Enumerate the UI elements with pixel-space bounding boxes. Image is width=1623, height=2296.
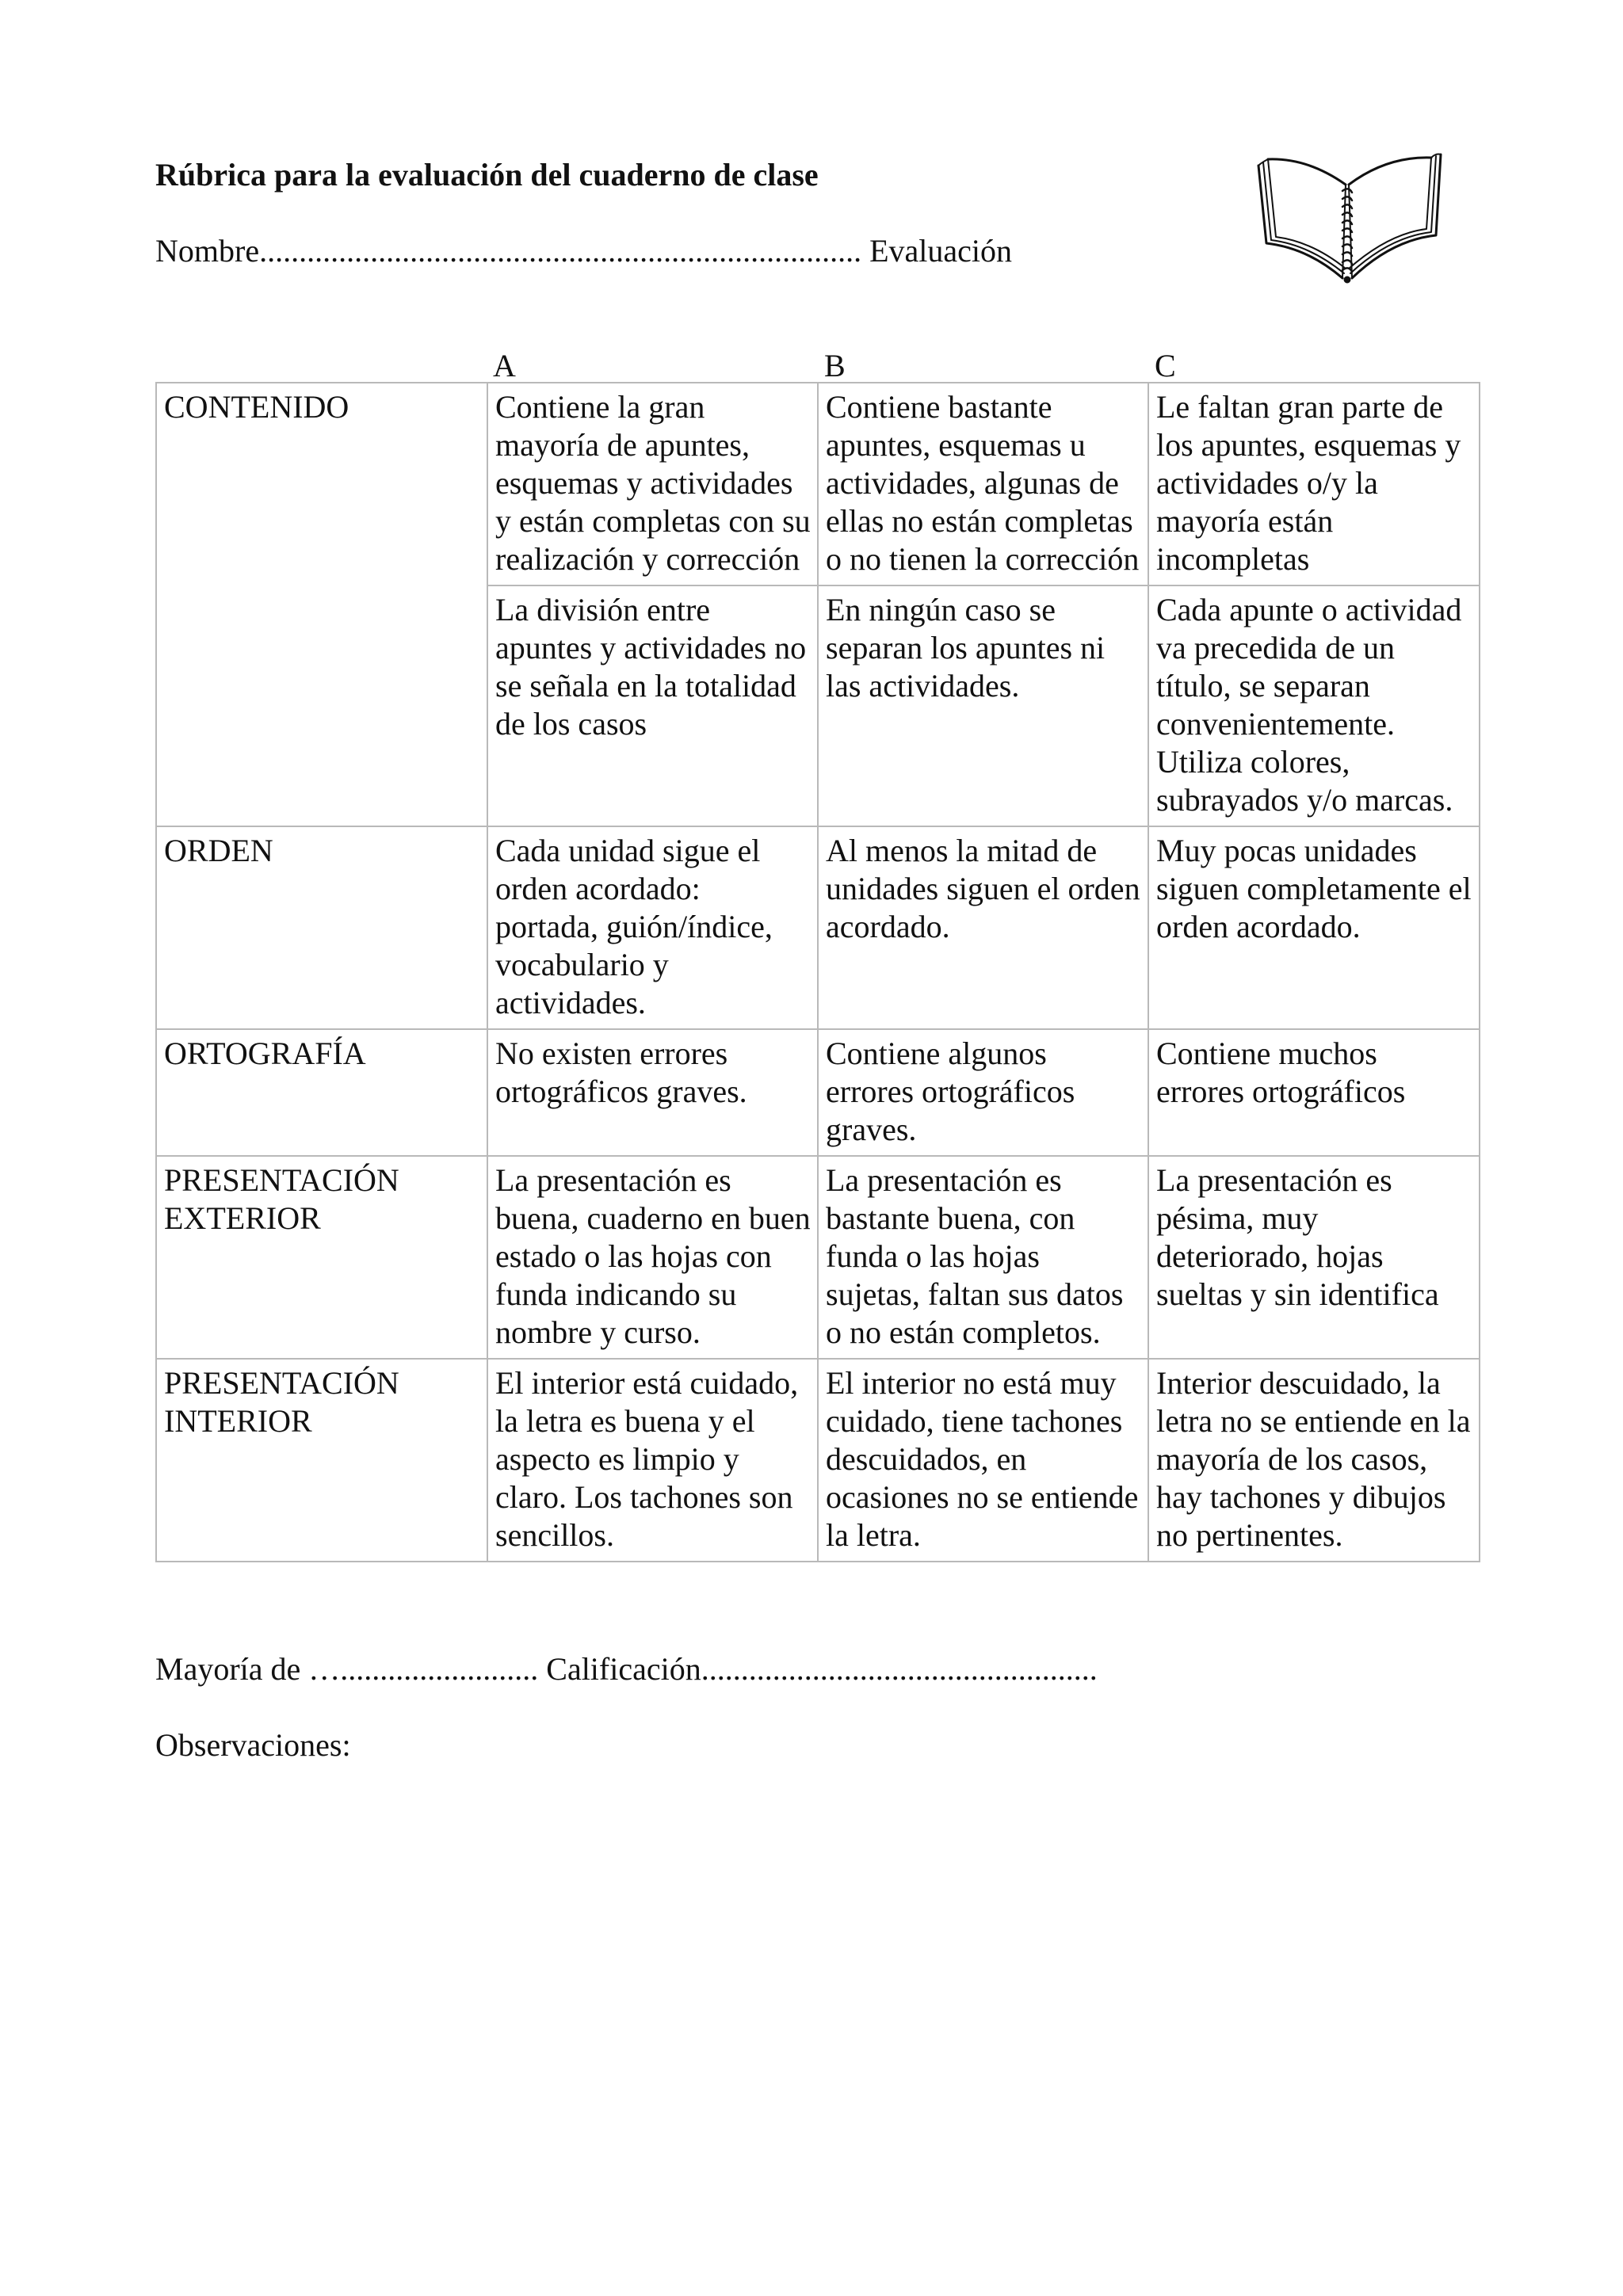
grade-a-cell: La división entre apuntes y actividades no se señala en la totalidad de los casos [487, 585, 818, 826]
rubric-row-ortografia [156, 1029, 1480, 1156]
grade-b-cell: La presentación es bastante buena, con funda o las hojas sujetas, faltan sus datos o no están completos. [818, 1156, 1148, 1359]
grade-c-cell: Contiene muchos errores ortográficos [1148, 1029, 1480, 1156]
rubric-table [155, 382, 1480, 1562]
nombre-evaluacion-line: Nombre............................................................................ Evaluación [155, 233, 1012, 269]
grade-header-b: B [824, 348, 846, 383]
criterion-cell: CONTENIDO [156, 383, 487, 826]
grade-c-cell: Interior descuidado, la letra no se entiende en la mayoría de los casos, hay tachones y dibujos no pertinentes. [1148, 1359, 1480, 1562]
grade-c-cell: Le faltan gran parte de los apuntes, esquemas y actividades o/y la mayoría están incompletas [1148, 383, 1480, 585]
criterion-cell: ORTOGRAFÍA [156, 1029, 487, 1156]
grade-a-cell: Cada unidad sigue el orden acordado: portada, guión/índice, vocabulario y actividades. [487, 826, 818, 1029]
grade-c-cell: Cada apunte o actividad va precedida de un título, se separan convenientemente. Utiliza colores, subrayados y/o marcas. [1148, 585, 1480, 826]
rubric-row-presentacion-interior [156, 1359, 1480, 1562]
notebook-icon [1252, 147, 1447, 288]
grade-b-cell: Contiene algunos errores ortográficos graves. [818, 1029, 1148, 1156]
mayoria-calificacion-line: Mayoría de …......................... Calificación.................................................. [155, 1651, 1098, 1687]
grade-a-cell: Contiene la gran mayoría de apuntes, esquemas y actividades y están completas con su realización y corrección [487, 383, 818, 585]
grade-c-cell: Muy pocas unidades siguen completamente el orden acordado. [1148, 826, 1480, 1029]
grade-header-c: C [1155, 348, 1176, 383]
grade-a-cell: No existen errores ortográficos graves. [487, 1029, 818, 1156]
grade-b-cell: En ningún caso se separan los apuntes ni las actividades. [818, 585, 1148, 826]
rubric-row-contenido [156, 383, 1480, 585]
grade-a-cell: La presentación es buena, cuaderno en buen estado o las hojas con funda indicando su nombre y curso. [487, 1156, 818, 1359]
page-title: Rúbrica para la evaluación del cuaderno de clase [155, 157, 819, 193]
grade-b-cell: Contiene bastante apuntes, esquemas u actividades, algunas de ellas no están completas o no tienen la corrección [818, 383, 1148, 585]
rubric-row-presentacion-exterior [156, 1156, 1480, 1359]
grade-header-a: A [493, 348, 516, 383]
grade-c-cell: La presentación es pésima, muy deteriorado, hojas sueltas y sin identifica [1148, 1156, 1480, 1359]
criterion-cell: PRESENTACIÓN INTERIOR [156, 1359, 487, 1562]
grade-a-cell: El interior está cuidado, la letra es buena y el aspecto es limpio y claro. Los tachones son sencillos. [487, 1359, 818, 1562]
observaciones-label: Observaciones: [155, 1727, 351, 1763]
grade-b-cell: El interior no está muy cuidado, tiene tachones descuidados, en ocasiones no se entiende la letra. [818, 1359, 1148, 1562]
grade-b-cell: Al menos la mitad de unidades siguen el orden acordado. [818, 826, 1148, 1029]
rubric-row-orden [156, 826, 1480, 1029]
criterion-cell: ORDEN [156, 826, 487, 1029]
criterion-cell: PRESENTACIÓN EXTERIOR [156, 1156, 487, 1359]
